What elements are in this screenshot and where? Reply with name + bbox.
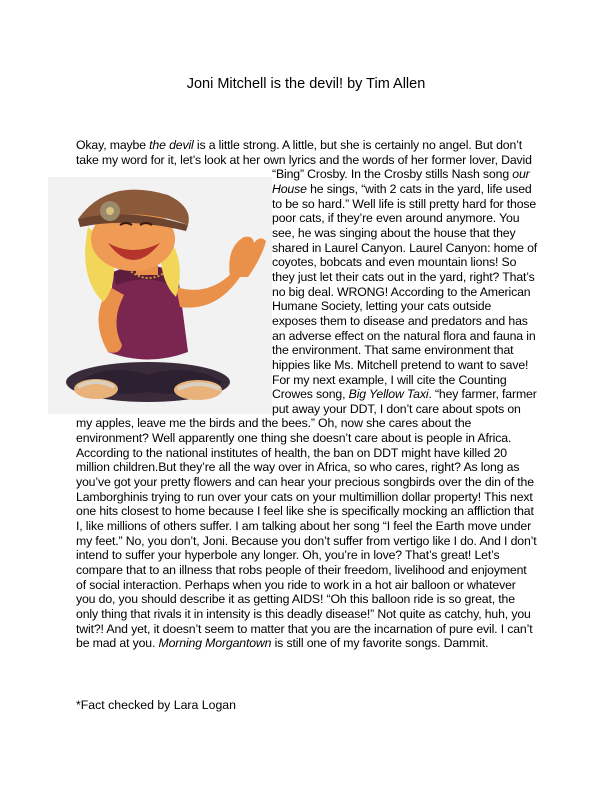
article-body — [76, 138, 538, 651]
text-run: he sings, “with 2 cats in the yard, life used to be so hard.” Well life is still pretty hard for those poor cats, if they’re even around anymore. You see, he was singing about the house that they shared in Laurel Canyon. Laurel Canyon: home of coyotes, bobcats and even mountain lions! So they just let their cats out in the yard, right? That’s no big deal. WRONG! According to the American Humane Society, letting your cats outside exposes them to disease and predators and has an adverse effect on the natural flora and fauna in the environment. That same environment that hippies like Ms. Mitchell pretend to want to save! For my next example, I will cite the Counting Crowes song, — [272, 181, 538, 402]
page-title: Joni Mitchell is the devil! by Tim Allen — [186, 76, 426, 92]
text-run: is a little strong. A little, but she is certainly no angel. But don’t take my word for it, let’s look at her own lyrics and the words of her former — [76, 138, 522, 167]
italic-title: the devil — [149, 138, 194, 152]
text-run: Okay, maybe — [76, 138, 150, 152]
italic-title: Big Yellow Taxi — [348, 387, 429, 402]
text-run: . “hey farmer, farmer put away your DDT, I don’t care about spots on my apples, leave me the birds and the bees.” Oh, now she cares about the environment? Well apparently one thing she doesn’t care about is people in Africa. According to the national institutes of health, the ban on DDT might have killed 20 million children.But they’re all the way over in Africa, so who cares, right? As long as you’ve got your pretty flowers and can hear your precious songbirds over the din of the Lamborghinis trying to run over your cats on your multimillion dollar property! This next one hits closest to home because I feel like she is specifically mocking an affliction that I, like millions of others suffer. I am talking about her song “I feel the Earth move under my feet.” No, you don’t, Joni. Because you don’t suffer from vertigo like I do. And I don’t intend to suffer your hyperbole any longer. Oh, you’re in love? That’s great! Let’s compare that to an illness that robs people of their freedom, livelihood and enjoyment of social interaction. Perhaps when you ride to work in a hot air balloon or whatever you do, you should describe it as getting AIDS! “Oh this balloon ride is so great, the only thing that rivals it in intensity is this deadly disease!” Not quite as catchy, huh, you twit?! And yet, it doesn’t seem to matter that you are the incarnation of pure evil. I can’t be mad at you. — [76, 387, 537, 651]
italic-title: Morning Morgantown — [158, 636, 272, 651]
text-run: lover, David “Bing” Crosby. In the Crosby stills Nash song — [272, 152, 532, 182]
text-run: is still one of my favorite songs. Dammit. — [271, 636, 489, 651]
footnote: *Fact checked by Lara Logan — [76, 698, 236, 712]
muppet-photo — [48, 177, 272, 414]
italic-title: our House — [272, 167, 530, 196]
article-paragraph — [76, 138, 538, 651]
